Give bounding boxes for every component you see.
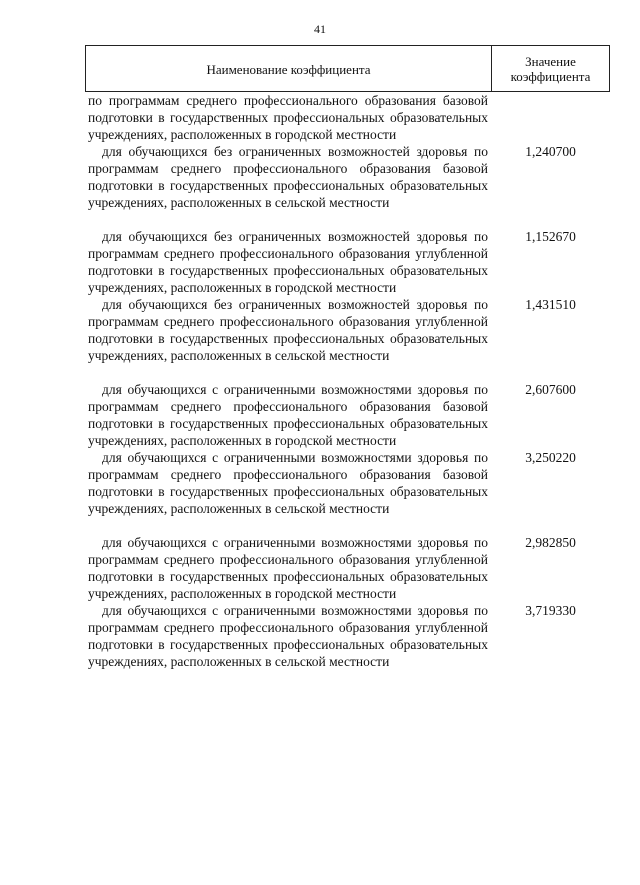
table-row xyxy=(85,92,610,143)
header-coefficient-value xyxy=(492,46,609,91)
row-text: по программам среднего профессионального образования базовой подготовки в государственных профессиональных образовательных учреждениях, расположенных в городской местности xyxy=(88,93,488,142)
table-body xyxy=(85,92,610,670)
row-value xyxy=(491,92,610,143)
row-value: 1,240700 xyxy=(525,144,576,159)
table-row xyxy=(85,228,610,296)
table-row xyxy=(85,602,610,670)
table-row xyxy=(85,296,610,364)
table-row xyxy=(85,449,610,517)
row-value: 3,250220 xyxy=(525,450,576,465)
table-row xyxy=(85,143,610,211)
row-text: для обучающихся с ограниченными возможностями здоровья по программам среднего профессионального образования базовой подготовки в государственных профессиональных образовательных учреждениях, расположенных в сельской местности xyxy=(88,450,488,516)
table-row xyxy=(85,534,610,602)
header-value-line1: Значение xyxy=(525,53,576,69)
table-header xyxy=(85,45,610,92)
row-text: для обучающихся без ограниченных возможностей здоровья по программам среднего профессионального образования углубленной подготовки в государственных профессиональных образовательных учреждениях, расположенных в городской местности xyxy=(88,229,488,295)
table-row xyxy=(85,381,610,449)
row-value: 1,152670 xyxy=(525,229,576,244)
row-value: 1,431510 xyxy=(525,297,576,312)
row-value: 2,982850 xyxy=(525,535,576,550)
row-text: для обучающихся без ограниченных возможностей здоровья по программам среднего профессионального образования базовой подготовки в государственных профессиональных образовательных учреждениях, расположенных в сельской местности xyxy=(88,144,488,210)
row-value: 2,607600 xyxy=(525,382,576,397)
header-coefficient-name: Наименование коэффициента xyxy=(86,46,492,91)
row-text: для обучающихся с ограниченными возможностями здоровья по программам среднего профессионального образования углубленной подготовки в государственных профессиональных образовательных учреждениях, расположенных в городской местности xyxy=(88,535,488,601)
row-text: для обучающихся с ограниченными возможностями здоровья по программам среднего профессионального образования углубленной подготовки в государственных профессиональных образовательных учреждениях, расположенных в сельской местности xyxy=(88,603,488,669)
header-value-line2: коэффициента xyxy=(510,68,591,84)
coefficient-table xyxy=(85,45,610,670)
row-value: 3,719330 xyxy=(525,603,576,618)
row-text: для обучающихся с ограниченными возможностями здоровья по программам среднего профессионального образования базовой подготовки в государственных профессиональных образовательных учреждениях, расположенных в городской местности xyxy=(88,382,488,448)
page-number: 41 xyxy=(314,22,326,36)
row-text: для обучающихся без ограниченных возможностей здоровья по программам среднего профессионального образования углубленной подготовки в государственных профессиональных образовательных учреждениях, расположенных в сельской местности xyxy=(88,297,488,363)
